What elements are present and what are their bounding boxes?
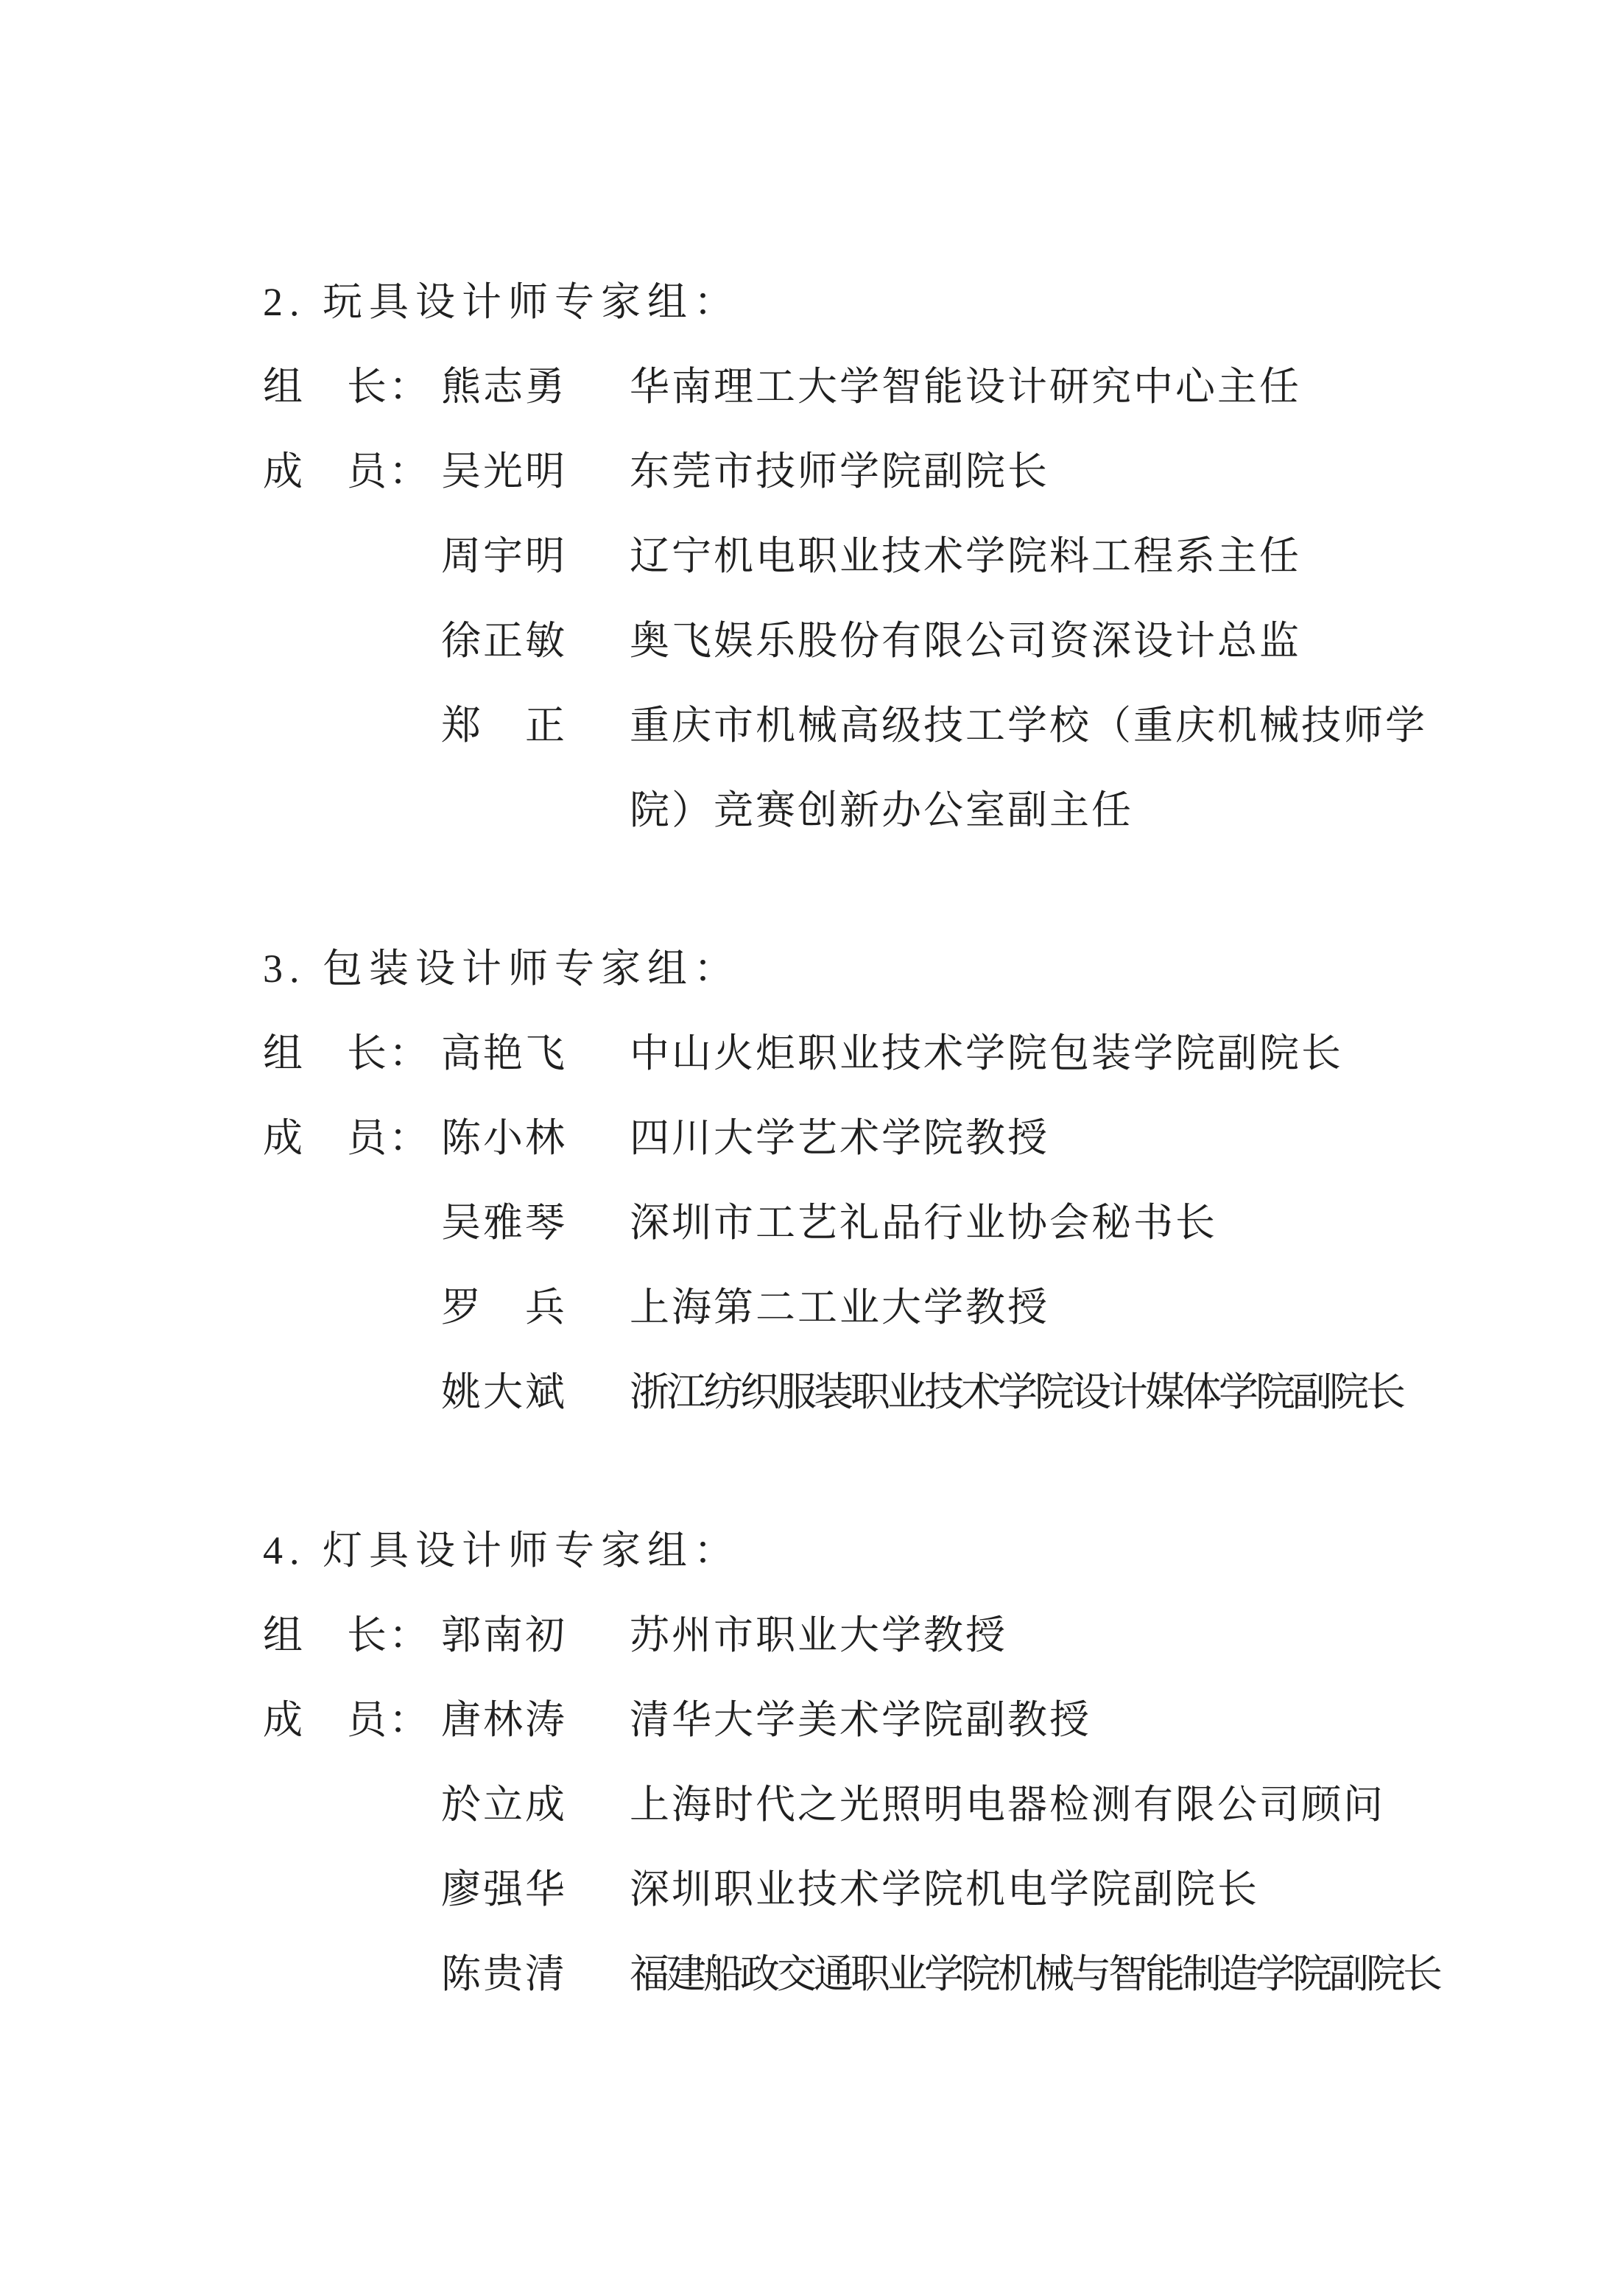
expert-row <box>263 1011 1441 1096</box>
expert-affiliation: 上海时代之光照明电器检测有限公司顾问 <box>630 1783 1385 1827</box>
document-body <box>263 260 1441 2017</box>
section-title: 4. 灯具设计师专家组： <box>263 1528 740 1573</box>
expert-affiliation: 浙江纺织服装职业技术学院设计媒体学院副院长 <box>630 1370 1403 1414</box>
expert-affiliation: 东莞市技师学院副院长 <box>630 449 1049 494</box>
expert-name: 徐正敏 <box>441 619 567 663</box>
expert-row <box>263 345 1441 429</box>
role-label: 成 员： <box>263 1116 431 1160</box>
expert-name: 周宇明 <box>441 534 567 578</box>
expert-name: 郑 正 <box>441 703 567 748</box>
expert-name: 陈贵清 <box>441 1952 567 1996</box>
expert-row <box>263 1181 1441 1265</box>
expert-affiliation: 中山火炬职业技术学院包装学院副院长 <box>630 1031 1343 1075</box>
expert-row <box>263 1847 1441 1932</box>
section-packaging-designer-experts <box>263 927 1441 1435</box>
expert-affiliation: 华南理工大学智能设计研究中心主任 <box>630 365 1301 409</box>
expert-row <box>263 1593 1441 1678</box>
expert-row <box>263 599 1441 684</box>
expert-name: 罗 兵 <box>441 1285 567 1330</box>
section-title: 3. 包装设计师专家组： <box>263 947 740 991</box>
expert-name: 郭南初 <box>441 1613 567 1657</box>
expert-row <box>263 1350 1441 1435</box>
expert-name: 吴光明 <box>441 449 567 494</box>
section-title-row <box>263 927 1441 1011</box>
expert-affiliation: 苏州市职业大学教授 <box>630 1613 1007 1657</box>
role-label: 组 长： <box>263 1031 431 1075</box>
expert-row <box>263 429 1441 514</box>
expert-row <box>263 514 1441 599</box>
expert-affiliation: 深圳职业技术学院机电学院副院长 <box>630 1867 1259 1911</box>
expert-name: 姚大斌 <box>441 1370 567 1414</box>
expert-name: 吴雅琴 <box>441 1201 567 1245</box>
expert-affiliation: 四川大学艺术学院教授 <box>630 1116 1049 1160</box>
expert-name: 熊志勇 <box>441 365 567 409</box>
expert-row <box>263 1265 1441 1350</box>
expert-affiliation: 辽宁机电职业技术学院料工程系主任 <box>630 534 1301 578</box>
expert-affiliation: 重庆市机械高级技工学校（重庆机械技师学院）竞赛创新办公室副主任 <box>630 703 1427 832</box>
expert-name: 廖强华 <box>441 1867 567 1911</box>
expert-row <box>263 1932 1441 2017</box>
expert-row <box>263 1096 1441 1181</box>
expert-row <box>263 1763 1441 1847</box>
expert-name: 陈小林 <box>441 1116 567 1160</box>
expert-affiliation: 奥飞娱乐股份有限公司资深设计总监 <box>630 619 1301 663</box>
expert-affiliation: 深圳市工艺礼品行业协会秘书长 <box>630 1201 1217 1245</box>
role-label: 成 员： <box>263 1698 431 1742</box>
section-title-row <box>263 1509 1441 1593</box>
expert-name: 高艳飞 <box>441 1031 567 1075</box>
expert-row <box>263 1678 1441 1763</box>
expert-affiliation: 福建船政交通职业学院机械与智能制造学院副院长 <box>630 1952 1440 1996</box>
expert-row <box>263 684 1441 853</box>
section-title: 2. 玩具设计师专家组： <box>263 280 740 324</box>
expert-name: 唐林涛 <box>441 1698 567 1742</box>
expert-affiliation: 清华大学美术学院副教授 <box>630 1698 1091 1742</box>
section-toy-designer-experts <box>263 260 1441 853</box>
role-label: 成 员： <box>263 449 431 494</box>
section-title-row <box>263 260 1441 345</box>
expert-name: 於立成 <box>441 1783 567 1827</box>
section-lamp-designer-experts <box>263 1509 1441 2017</box>
role-label: 组 长： <box>263 1613 431 1657</box>
role-label: 组 长： <box>263 365 431 409</box>
expert-affiliation: 上海第二工业大学教授 <box>630 1285 1049 1330</box>
